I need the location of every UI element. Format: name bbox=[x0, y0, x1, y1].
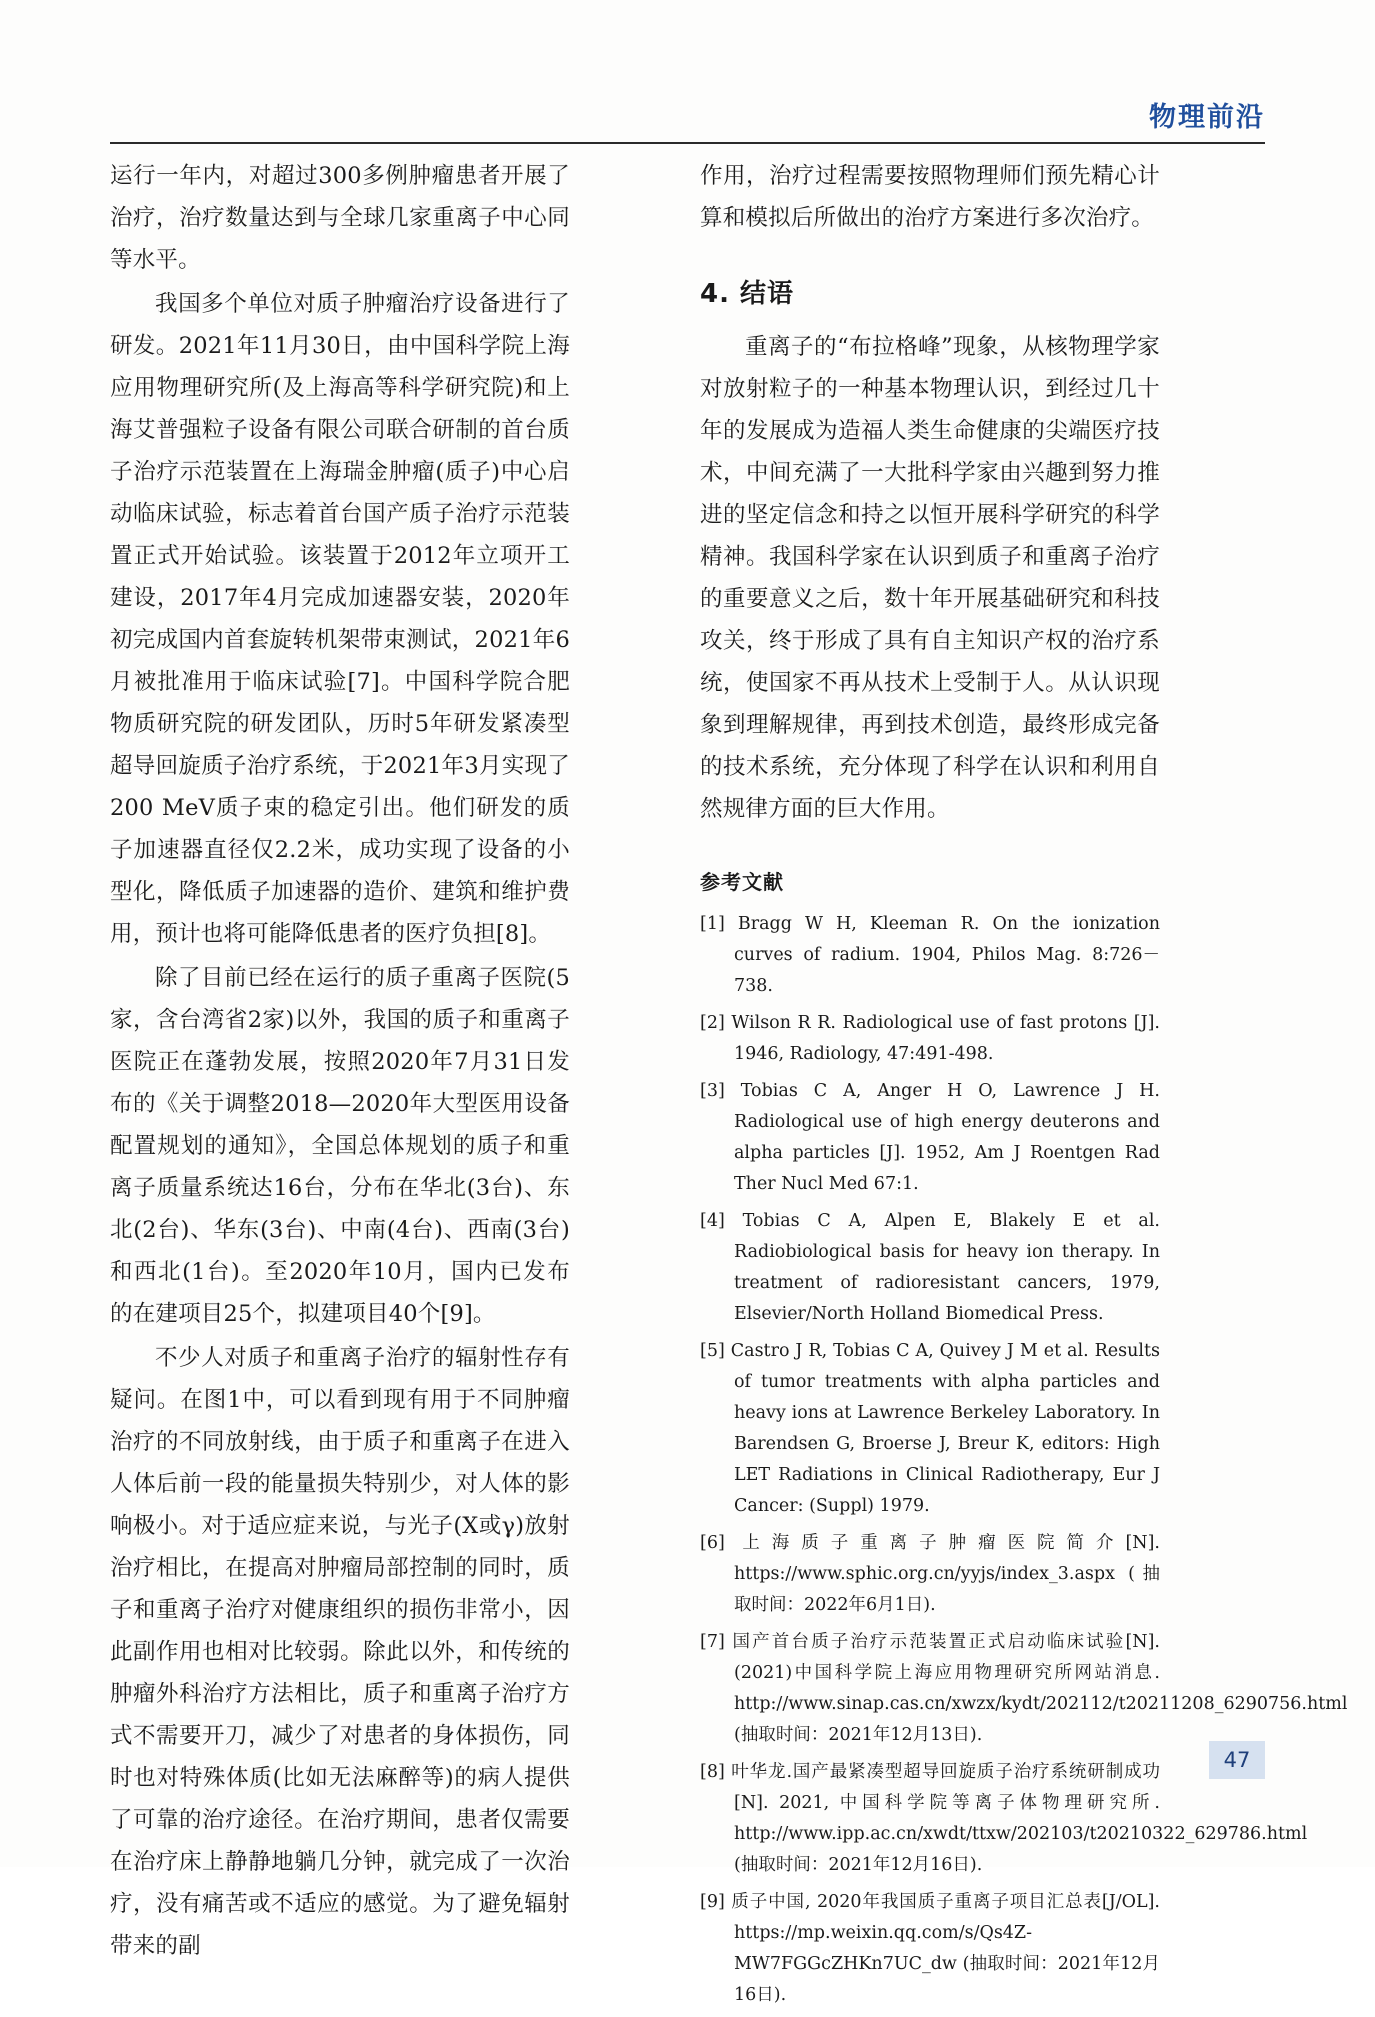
reference-item: [8] 叶华龙.国产最紧凑型超导回旋质子治疗系统研制成功[N]. 2021, 中国科学院等离子体物理研究所. http://www.ipp.ac.cn/xwdt/ttxw/202103/t20210322_629786.html (抽取时间：2021年12月16日). bbox=[700, 1762, 1308, 1875]
references-heading: 参考文献 bbox=[700, 870, 784, 894]
reference-item: [4] Tobias C A, Alpen E, Blakely E et al. Radiobiological basis for heavy ion therapy. In treatment of radioresistant cancers, 1979, Elsevier/North Holland Biomedical Press. bbox=[700, 1211, 1160, 1324]
left-column bbox=[110, 155, 570, 1969]
page-header bbox=[110, 95, 1265, 145]
paragraph: 重离子的“布拉格峰”现象，从核物理学家对放射粒子的一种基本物理认识，到经过几十年的发展成为造福人类生命健康的尖端医疗技术，中间充满了一大批科学家由兴趣到努力推进的坚定信念和持之以恒开展科学研究的科学精神。我国科学家在认识到质子和重离子治疗的重要意义之后，数十年开展基础研究和科技攻关，终于形成了具有自主知识产权的治疗系统，使国家不再从技术上受制于人。从认识现象到理解规律，再到技术创造，最终形成完备的技术系统，充分体现了科学在认识和利用自然规律方面的巨大作用。 bbox=[700, 334, 1160, 822]
page-number: 47 bbox=[1209, 1741, 1265, 1779]
reference-item: [1] Bragg W H, Kleeman R. On the ionization curves of radium. 1904, Philos Mag. 8:726－738. bbox=[700, 914, 1160, 996]
reference-item: [9] 质子中国, 2020年我国质子重离子项目汇总表[J/OL]. https://mp.weixin.qq.com/s/Qs4Z- MW7FGGcZHKn7UC_dw (抽取时间：2021年12月16日). bbox=[700, 1892, 1160, 2005]
paragraph: 不少人对质子和重离子治疗的辐射性存有疑问。在图1中，可以看到现有用于不同肿瘤治疗的不同放射线，由于质子和重离子在进入人体后前一段的能量损失特别少，对人体的影响极小。对于适应症来说，与光子(X或γ)放射治疗相比，在提高对肿瘤局部控制的同时，质子和重离子治疗对健康组织的损伤非常小，因此副作用也相对比较弱。除此以外，和传统的肿瘤外科治疗方法相比，质子和重离子治疗方式不需要开刀，减少了对患者的身体损伤，同时也对特殊体质(比如无法麻醉等)的病人提供了可靠的治疗途径。在治疗期间，患者仅需要在治疗床上静静地躺几分钟，就完成了一次治疗，没有痛苦或不适应的感觉。为了避免辐射带来的副 bbox=[110, 1345, 570, 1959]
paragraph: 我国多个单位对质子肿瘤治疗设备进行了研发。2021年11月30日，由中国科学院上海应用物理研究所(及上海高等科学研究院)和上海艾普强粒子设备有限公司联合研制的首台质子治疗示范装置在上海瑞金肿瘤(质子)中心启动临床试验，标志着首台国产质子治疗示范装置正式开始试验。该装置于2012年立项开工建设，2017年4月完成加速器安装，2020年初完成国内首套旋转机架带束测试，2021年6月被批准用于临床试验[7]。中国科学院合肥物质研究院的研发团队，历时5年研发紧凑型超导回旋质子治疗系统，于2021年3月实现了200 MeV质子束的稳定引出。他们研发的质子加速器直径仅2.2米，成功实现了设备的小型化，降低质子加速器的造价、建筑和维护费用，预计也将可能降低患者的医疗负担[8]。 bbox=[110, 291, 570, 947]
reference-item: [6] 上海质子重离子肿瘤医院简介[N]. https://www.sphic.org.cn/yyjs/index_3.aspx (抽取时间：2022年6月1日). bbox=[700, 1533, 1160, 1615]
reference-item: [7] 国产首台质子治疗示范装置正式启动临床试验[N].(2021)中国科学院上海应用物理研究所网站消息. http://www.sinap.cas.cn/xwzx/kydt/202112/t20211208_6290756.html (抽取时间：2021年12月13日). bbox=[700, 1632, 1348, 1745]
paragraph: 作用，治疗过程需要按照物理师们预先精心计算和模拟后所做出的治疗方案进行多次治疗。 bbox=[700, 163, 1160, 231]
journal-title: 物理前沿 bbox=[1149, 102, 1265, 133]
paragraph: 除了目前已经在运行的质子重离子医院(5家，含台湾省2家)以外，我国的质子和重离子医院正在蓬勃发展，按照2020年7月31日发布的《关于调整2018—2020年大型医用设备配置规划的通知》，全国总体规划的质子和重离子质量系统达16台，分布在华北(3台)、东北(2台)、华东(3台)、中南(4台)、西南(3台)和西北(1台)。至2020年10月，国内已发布的在建项目25个，拟建项目40个[9]。 bbox=[110, 965, 570, 1327]
right-column bbox=[700, 155, 1348, 2017]
header-divider bbox=[110, 142, 1265, 144]
reference-item: [3] Tobias C A, Anger H O, Lawrence J H. Radiological use of high energy deuterons and alpha particles [J]. 1952, Am J Roentgen Rad Ther Nucl Med 67:1. bbox=[700, 1081, 1160, 1194]
reference-item: [2] Wilson R R. Radiological use of fast protons [J]. 1946, Radiology, 47:491-498. bbox=[700, 1013, 1160, 1064]
section-title: 4. 结语 bbox=[700, 279, 795, 309]
references-list bbox=[700, 909, 1348, 2011]
reference-item: [5] Castro J R, Tobias C A, Quivey J M et al. Results of tumor treatments with alpha particles and heavy ions at Lawrence Berkeley Laboratory. In Barendsen G, Broerse J, Breur K, editors: High LET Radiations in Clinical Radiotherapy, Eur J Cancer: (Suppl) 1979. bbox=[700, 1341, 1160, 1516]
paragraph: 运行一年内，对超过300多例肿瘤患者开展了治疗，治疗数量达到与全球几家重离子中心同等水平。 bbox=[110, 163, 570, 273]
